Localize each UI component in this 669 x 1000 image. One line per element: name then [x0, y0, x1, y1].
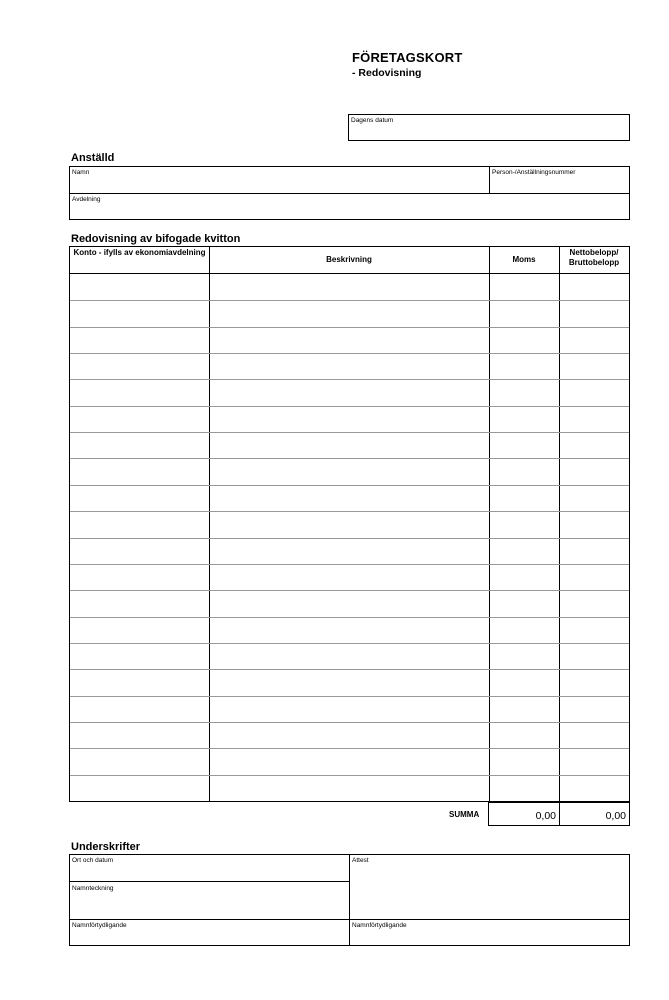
- receipt-vat-cell[interactable]: [490, 354, 559, 379]
- receipt-amount-cell[interactable]: [560, 591, 629, 616]
- column-header-amount: Nettobelopp/ Bruttobelopp: [568, 248, 620, 268]
- receipt-description-cell[interactable]: [210, 539, 489, 564]
- receipt-description-cell[interactable]: [210, 328, 489, 353]
- receipt-description-cell[interactable]: [210, 407, 489, 432]
- receipts-table: [69, 246, 630, 802]
- receipt-account-cell[interactable]: [70, 539, 209, 564]
- receipt-amount-cell[interactable]: [560, 459, 629, 484]
- receipt-amount-cell[interactable]: [560, 697, 629, 722]
- receipt-vat-cell[interactable]: [490, 644, 559, 669]
- name-clarification-label: Namnförtydligande: [72, 922, 127, 929]
- total-amount-cell: [559, 802, 630, 826]
- attest-field[interactable]: [349, 854, 630, 918]
- receipt-vat-cell[interactable]: [490, 486, 559, 511]
- total-amount-value: 0,00: [605, 810, 626, 822]
- receipt-description-cell[interactable]: [210, 354, 489, 379]
- page-title: FÖRETAGSKORT: [352, 50, 463, 65]
- receipt-amount-cell[interactable]: [560, 301, 629, 326]
- receipt-account-cell[interactable]: [70, 275, 209, 300]
- receipt-description-cell[interactable]: [210, 512, 489, 537]
- receipt-account-cell[interactable]: [70, 459, 209, 484]
- place-date-label: Ort och datum: [72, 857, 114, 864]
- receipt-account-cell[interactable]: [70, 407, 209, 432]
- receipt-vat-cell[interactable]: [490, 407, 559, 432]
- receipt-account-cell[interactable]: [70, 354, 209, 379]
- receipt-description-cell[interactable]: [210, 697, 489, 722]
- receipt-account-cell[interactable]: [70, 433, 209, 458]
- employee-id-label: Person-/Anställningsnummer: [492, 169, 576, 176]
- receipt-account-cell[interactable]: [70, 565, 209, 590]
- attest-name-clarification-field[interactable]: [349, 919, 630, 946]
- receipt-amount-cell[interactable]: [560, 539, 629, 564]
- receipt-amount-cell[interactable]: [560, 565, 629, 590]
- department-field[interactable]: [69, 193, 630, 220]
- receipt-account-cell[interactable]: [70, 670, 209, 695]
- attest-name-clarification-label: Namnförtydligande: [352, 922, 407, 929]
- receipts-heading: Redovisning av bifogade kvitton: [71, 233, 241, 245]
- receipt-amount-cell[interactable]: [560, 749, 629, 774]
- receipt-vat-cell[interactable]: [490, 565, 559, 590]
- page-subtitle: - Redovisning: [352, 67, 422, 79]
- employee-heading: Anställd: [71, 152, 115, 164]
- receipt-description-cell[interactable]: [210, 670, 489, 695]
- signature-field[interactable]: [69, 881, 349, 918]
- receipt-vat-cell[interactable]: [490, 275, 559, 300]
- receipt-description-cell[interactable]: [210, 749, 489, 774]
- receipt-account-cell[interactable]: [70, 301, 209, 326]
- signatures-heading: Underskrifter: [71, 841, 141, 853]
- receipt-vat-cell[interactable]: [490, 670, 559, 695]
- receipt-account-cell[interactable]: [70, 618, 209, 643]
- receipt-description-cell[interactable]: [210, 301, 489, 326]
- receipt-vat-cell[interactable]: [490, 723, 559, 748]
- receipt-amount-cell[interactable]: [560, 407, 629, 432]
- receipt-amount-cell[interactable]: [560, 354, 629, 379]
- receipt-account-cell[interactable]: [70, 644, 209, 669]
- receipt-amount-cell[interactable]: [560, 486, 629, 511]
- receipt-account-cell[interactable]: [70, 512, 209, 537]
- name-clarification-field[interactable]: [69, 919, 349, 946]
- receipt-account-cell[interactable]: [70, 591, 209, 616]
- receipt-amount-cell[interactable]: [560, 275, 629, 300]
- receipt-account-cell[interactable]: [70, 776, 209, 801]
- receipt-amount-cell[interactable]: [560, 670, 629, 695]
- receipt-amount-cell[interactable]: [560, 723, 629, 748]
- employee-id-field[interactable]: [489, 166, 630, 192]
- receipt-vat-cell[interactable]: [490, 776, 559, 801]
- receipt-description-cell[interactable]: [210, 618, 489, 643]
- receipt-vat-cell[interactable]: [490, 697, 559, 722]
- receipt-amount-cell[interactable]: [560, 644, 629, 669]
- receipt-vat-cell[interactable]: [490, 380, 559, 405]
- total-vat-cell: [488, 802, 560, 826]
- receipt-description-cell[interactable]: [210, 723, 489, 748]
- receipt-description-cell[interactable]: [210, 591, 489, 616]
- receipt-vat-cell[interactable]: [490, 749, 559, 774]
- column-header-description: Beskrivning: [326, 255, 372, 264]
- receipt-account-cell[interactable]: [70, 749, 209, 774]
- table-rows: [70, 274, 629, 801]
- receipt-account-cell[interactable]: [70, 723, 209, 748]
- receipt-description-cell[interactable]: [210, 380, 489, 405]
- column-header-vat: Moms: [512, 255, 536, 264]
- receipt-amount-cell[interactable]: [560, 328, 629, 353]
- column-header-account: Konto - ifylls av ekonomiavdelning: [73, 248, 206, 257]
- name-label: Namn: [72, 169, 90, 176]
- receipt-description-cell[interactable]: [210, 275, 489, 300]
- attest-label: Attest: [352, 857, 369, 864]
- receipt-amount-cell[interactable]: [560, 512, 629, 537]
- receipt-amount-cell[interactable]: [560, 433, 629, 458]
- receipt-description-cell[interactable]: [210, 565, 489, 590]
- receipt-amount-cell[interactable]: [560, 380, 629, 405]
- receipt-vat-cell[interactable]: [490, 512, 559, 537]
- receipt-account-cell[interactable]: [70, 486, 209, 511]
- name-field[interactable]: [69, 166, 489, 192]
- date-field[interactable]: [348, 114, 630, 141]
- date-label: Dagens datum: [351, 117, 394, 124]
- receipt-amount-cell[interactable]: [560, 618, 629, 643]
- receipt-description-cell[interactable]: [210, 486, 489, 511]
- receipt-vat-cell[interactable]: [490, 459, 559, 484]
- place-date-field[interactable]: [69, 854, 349, 880]
- receipt-vat-cell[interactable]: [490, 618, 559, 643]
- receipt-description-cell[interactable]: [210, 776, 489, 801]
- receipt-vat-cell[interactable]: [490, 328, 559, 353]
- total-label: SUMMA: [449, 810, 480, 819]
- department-label: Avdelning: [72, 196, 101, 203]
- receipt-description-cell[interactable]: [210, 459, 489, 484]
- receipt-vat-cell[interactable]: [490, 301, 559, 326]
- receipt-amount-cell[interactable]: [560, 776, 629, 801]
- receipt-account-cell[interactable]: [70, 697, 209, 722]
- receipt-vat-cell[interactable]: [490, 539, 559, 564]
- receipt-vat-cell[interactable]: [490, 433, 559, 458]
- receipt-description-cell[interactable]: [210, 644, 489, 669]
- receipt-description-cell[interactable]: [210, 433, 489, 458]
- total-vat-value: 0,00: [535, 810, 556, 822]
- receipt-account-cell[interactable]: [70, 328, 209, 353]
- receipt-vat-cell[interactable]: [490, 591, 559, 616]
- receipt-account-cell[interactable]: [70, 380, 209, 405]
- signature-label: Namnteckning: [72, 885, 114, 892]
